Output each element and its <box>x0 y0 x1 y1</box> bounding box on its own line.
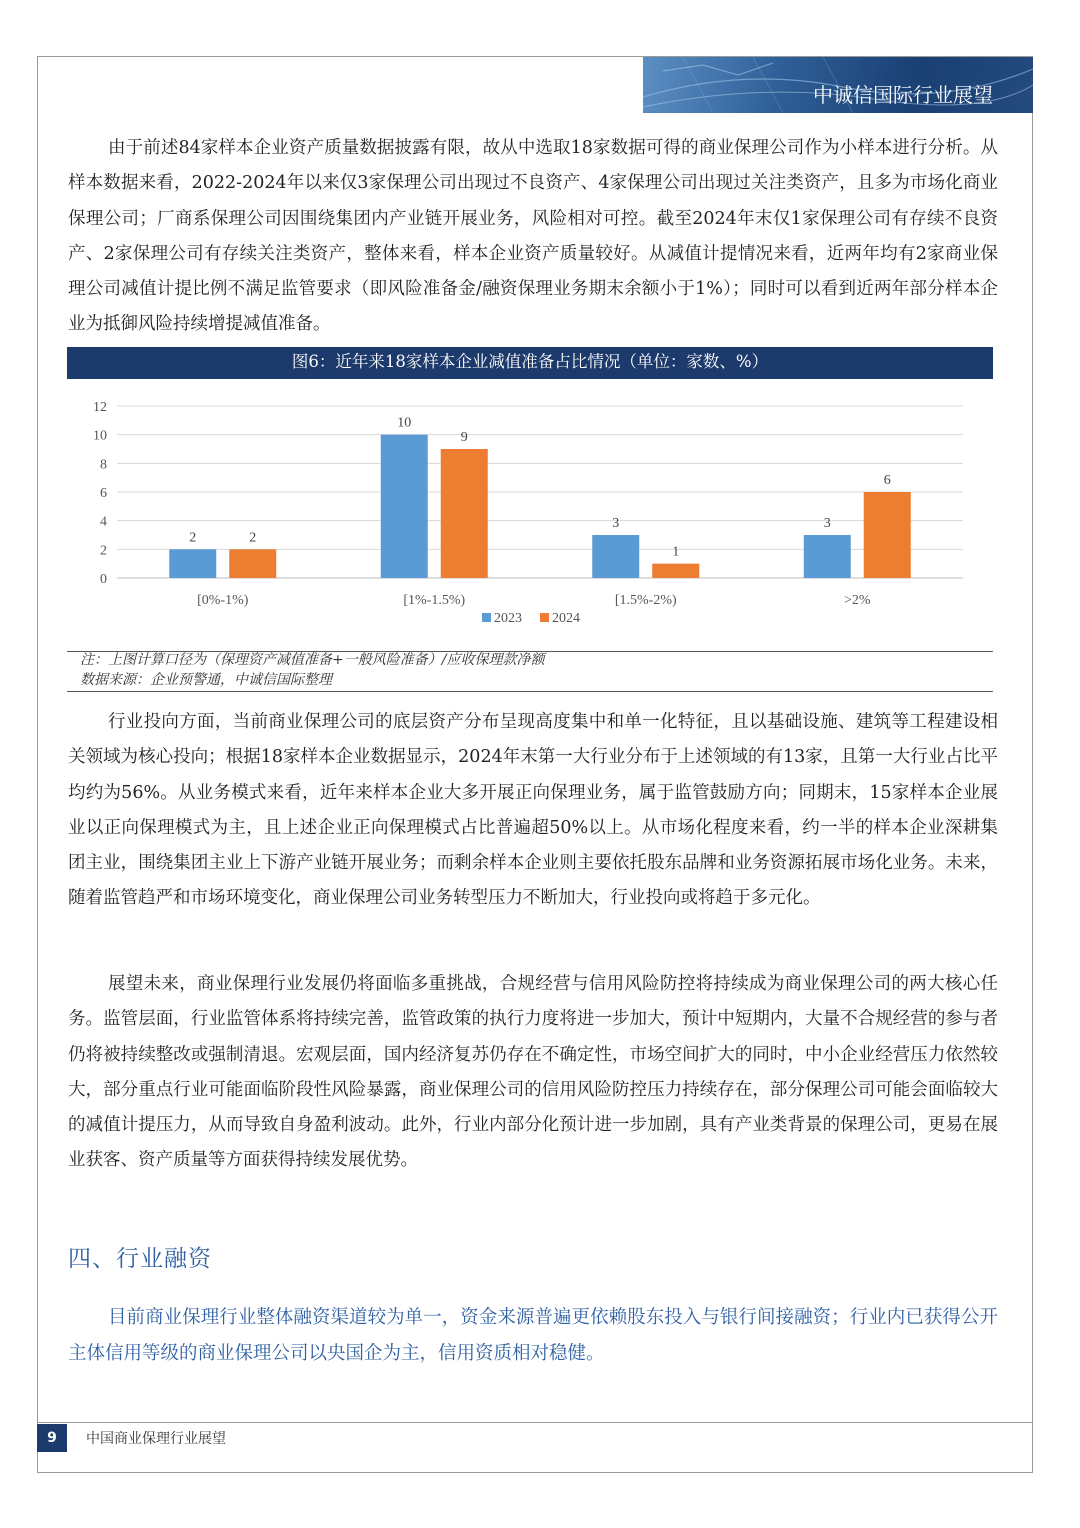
legend-swatch-2023 <box>482 613 491 622</box>
bar-chart <box>67 390 993 640</box>
bar-2024-3 <box>864 492 911 578</box>
header-title: 中诚信国际行业展望 <box>813 83 993 107</box>
section-heading: 四、行业融资 <box>68 1246 212 1272</box>
bar-chart-svg <box>67 390 993 640</box>
paragraph-industry-investment: 行业投向方面，当前商业保理公司的底层资产分布呈现高度集中和单一化特征，且以基础设施、建筑等工程建设相关领域为核心投向；根据18家样本企业数据显示，2024年末第一大行业分布于上述领域的有13家，且第一大行业占比平均约为56%。从业务模式来看，近年来样本企业大多开展正向保理业务，属于监管鼓励方向；同期末，15家样本企业展业以正向保理模式为主，且上述企业正向保理模式占比普遍超50%以上。从市场化程度来看，约一半的样本企业深耕集团主业，围绕集团主业上下游产业链开展业务；而剩余样本企业则主要依托股东品牌和业务资源拓展市场化业务。未来，随着监管趋严和市场环境变化，商业保理公司业务转型压力不断加大，行业投向或将趋于多元化。 <box>68 712 998 909</box>
page-number: 9 <box>37 1424 67 1452</box>
data-label: 3 <box>823 516 831 531</box>
category-label: [0%-1%) <box>197 593 249 608</box>
y-tick-label: 10 <box>93 428 107 444</box>
footer-divider <box>37 1422 1033 1423</box>
figure-note: 注：上图计算口径为（保理资产减值准备+一般风险准备）/应收保理款净额 <box>80 652 545 668</box>
data-label: 2 <box>249 530 257 546</box>
paragraph-outlook: 展望未来，商业保理行业发展仍将面临多重挑战，合规经营与信用风险防控将持续成为商业保理公司的两大核心任务。监管层面，行业监管体系将持续完善，监管政策的执行力度将进一步加大，预计中短期内，大量不合规经营的参与者仍将被持续整改或强制清退。宏观层面，国内经济复苏仍存在不确定性，市场空间扩大的同时，中小企业经营压力依然较大，部分重点行业可能面临阶段性风险暴露，商业保理公司的信用风险防控压力持续存在，部分保理公司可能会面临较大的减值计提压力，从而导致自身盈利波动。此外，行业内部分化预计进一步加剧，具有产业类背景的保理公司，更易在展业获客、资产质量等方面获得持续发展优势。 <box>68 974 998 1171</box>
note-divider-bottom <box>67 691 993 692</box>
data-label: 1 <box>672 544 680 560</box>
figure-title: 图6：近年来18家样本企业减值准备占比情况（单位：家数、%） <box>67 347 993 379</box>
y-tick-label: 0 <box>100 572 107 587</box>
y-tick-label: 6 <box>100 486 107 501</box>
y-tick-label: 12 <box>93 400 107 415</box>
figure-source: 数据来源：企业预警通，中诚信国际整理 <box>80 672 332 688</box>
bar-2023-3 <box>804 535 851 578</box>
data-label: 9 <box>460 430 468 445</box>
bar-2024-2 <box>652 564 699 578</box>
y-tick-label: 4 <box>100 514 107 530</box>
paragraph-asset-quality: 由于前述84家样本企业资产质量数据披露有限，故从中选取18家数据可得的商业保理公司作为小样本进行分析。从样本数据来看，2022-2024年以来仅3家保理公司出现过不良资产、4家保理公司出现过关注类资产，且多为市场化商业保理公司；厂商系保理公司因围绕集团内产业链开展业务，风险相对可控。截至2024年末仅1家保理公司有存续不良资产、2家保理公司有存续关注类资产，整体来看，样本企业资产质量较好。从减值计提情况来看，近两年均有2家商业保理公司减值计提比例不满足监管要求（即风险准备金/融资保理业务期末余额小于1%）；同时可以看到近两年部分样本企业为抵御风险持续增提减值准备。 <box>68 138 998 335</box>
y-tick-label: 8 <box>100 457 107 473</box>
data-label: 10 <box>397 415 412 431</box>
header-banner <box>643 57 1033 113</box>
legend-swatch-2024 <box>540 613 549 622</box>
bar-2023-2 <box>592 535 639 578</box>
paragraph-financing: 目前商业保理行业整体融资渠道较为单一，资金来源普遍更依赖股东投入与银行间接融资；行业内已获得公开主体信用等级的商业保理公司以央国企为主，信用资质相对稳健。 <box>68 1307 998 1364</box>
data-label: 2 <box>189 530 197 546</box>
category-label: [1.5%-2%) <box>614 593 677 608</box>
y-tick-label: 2 <box>100 543 107 559</box>
bar-2024-0 <box>229 549 276 578</box>
footer-title: 中国商业保理行业展望 <box>86 1431 226 1447</box>
bar-2024-1 <box>441 449 488 578</box>
legend-label-2024: 2024 <box>552 611 580 626</box>
legend-label-2023: 2023 <box>494 611 522 626</box>
bar-2023-1 <box>381 435 428 578</box>
data-label: 6 <box>883 473 891 488</box>
data-label: 3 <box>612 516 620 531</box>
category-label: >2% <box>843 593 871 608</box>
bar-2023-0 <box>169 549 216 578</box>
category-label: [1%-1.5%) <box>403 593 466 608</box>
